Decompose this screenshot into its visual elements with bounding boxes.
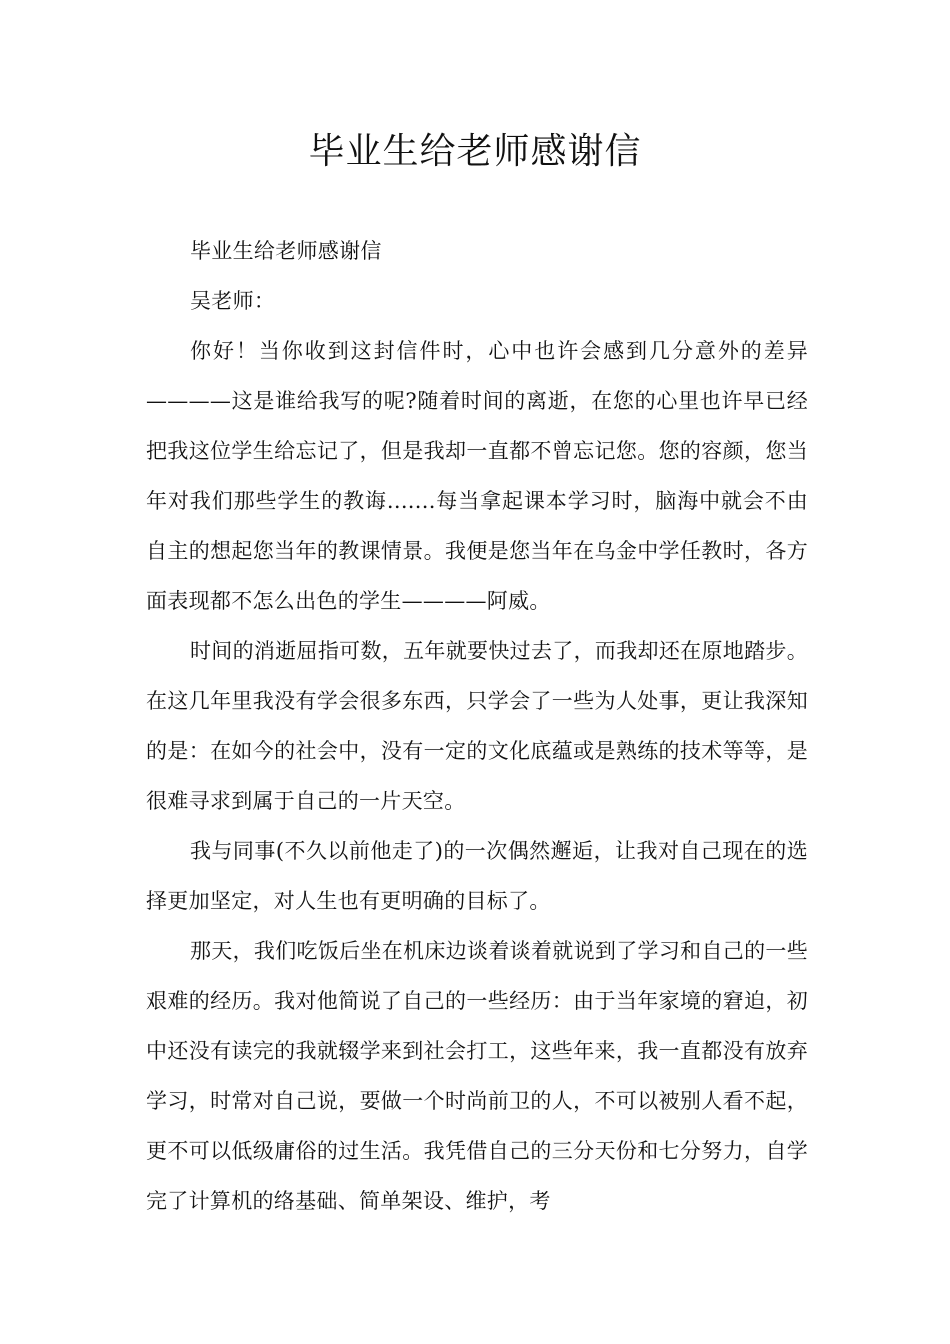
paragraph-salutation: 吴老师：	[190, 289, 276, 313]
paragraph-heading: 毕业生给老师感谢信	[190, 239, 382, 263]
paragraph-colleague: 我与同事(不久以前他走了)的一次偶然邂逅，让我对自己现在的选择更加坚定，对人生也有更明确的目标了。	[146, 839, 808, 913]
paragraph-greeting: 你好！当你收到这封信件时，心中也许会感到几分意外的差异————这是谁给我写的呢?随着时间的离逝，在您的心里也许早已经把我这位学生给忘记了，但是我却一直都不曾忘记您。您的容颜，您当年对我们那些学生的教诲.......每当拿起课本学习时，脑海中就会不由自主的想起您当年的教课情景。我便是您当年在乌金中学任教时，各方面表现都不怎么出色的学生————阿威。	[146, 339, 808, 613]
paragraph-time: 时间的消逝屈指可数，五年就要快过去了，而我却还在原地踏步。在这几年里我没有学会很多东西，只学会了一些为人处事，更让我深知的是：在如今的社会中，没有一定的文化底蕴或是熟练的技术等等，是很难寻求到属于自己的一片天空。	[146, 639, 808, 813]
document-title: 毕业生给老师感谢信	[308, 131, 642, 172]
paragraph-experience: 那天，我们吃饭后坐在机床边谈着谈着就说到了学习和自己的一些艰难的经历。我对他简说了自己的一些经历：由于当年家境的窘迫，初中还没有读完的我就辍学来到社会打工，这些年来，我一直都没有放弃学习，时常对自己说，要做一个时尚前卫的人，不可以被别人看不起，更不可以低级庸俗的过生活。我凭借自己的三分天份和七分努力，自学完了计算机的络基础、简单架设、维护，考	[146, 939, 808, 1213]
document-body	[146, 226, 808, 1226]
